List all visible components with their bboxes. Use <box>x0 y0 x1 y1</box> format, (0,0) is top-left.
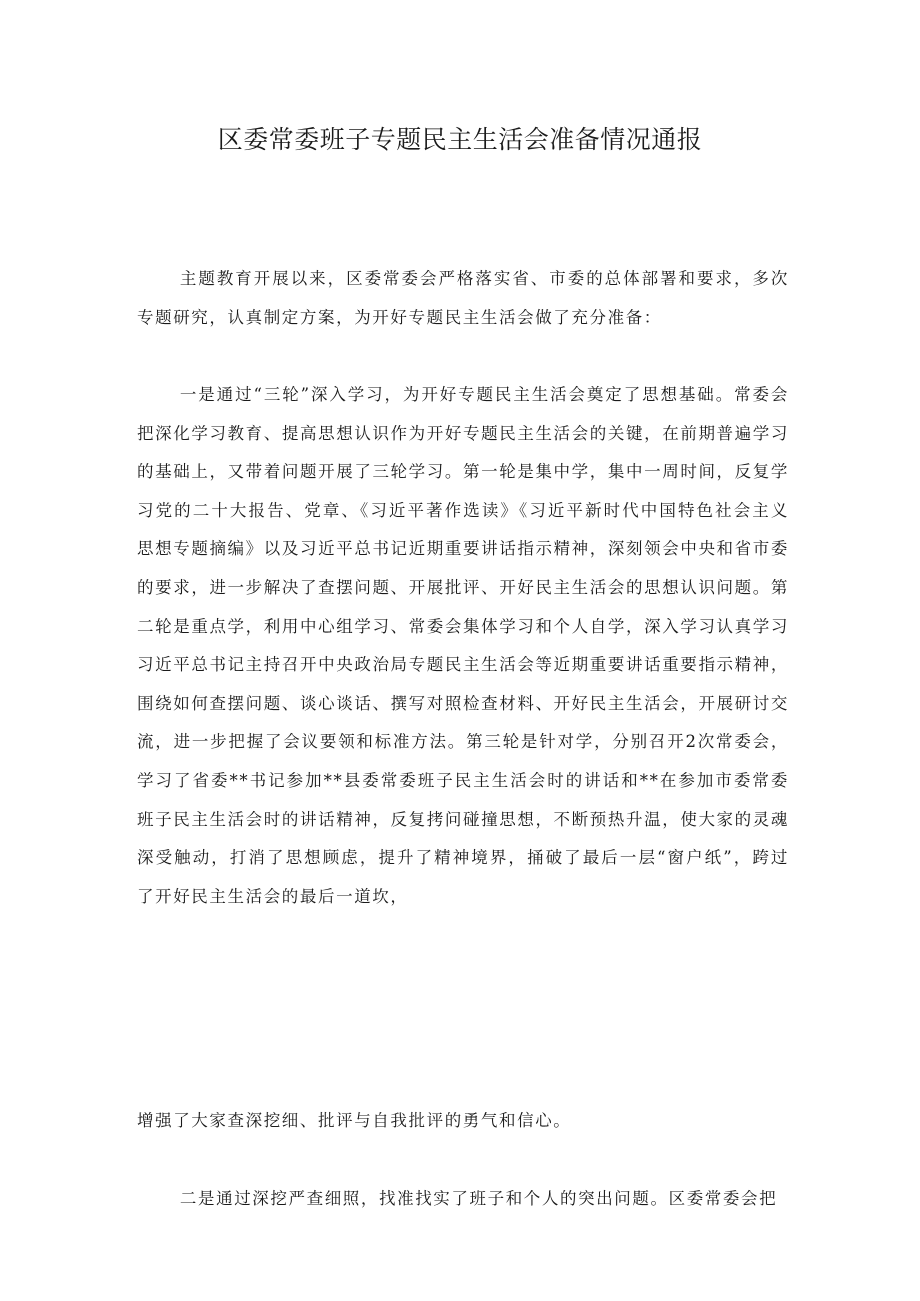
paragraph-first-point: 一是通过“三轮”深入学习，为开好专题民主生活会奠定了思想基础。常委会把深化学习教育、提高思想认识作为开好专题民主生活会的关键，在前期普遍学习的基础上，又带着问题开展了三轮学习。第一轮是集中学，集中一周时间，反复学习党的二十大报告、党章、《习近平著作选读》《习近平新时代中国特色社会主义思想专题摘编》以及习近平总书记近期重要讲话指示精神，深刻领会中央和省市委的要求，进一步解决了查摆问题、开展批评、开好民主生活会的思想认识问题。第二轮是重点学，利用中心组学习、常委会集体学习和个人自学，深入学习认真学习习近平总书记主持召开中央政治局专题民主生活会等近期重要讲话重要指示精神，围绕如何查摆问题、谈心谈话、撰写对照检查材料、开好民主生活会，开展研讨交流，进一步把握了会议要领和标准方法。第三轮是针对学，分别召开2次常委会，学习了省委**书记参加**县委常委班子民主生活会时的讲话和**在参加市委常委班子民主生活会时的讲话精神，反复拷问碰撞思想，不断预热升温，使大家的灵魂深受触动，打消了思想顾虑，提升了精神境界，捅破了最后一层“窗户纸”，跨过了开好民主生活会的最后一道坎， <box>137 385 789 906</box>
paragraph-intro: 主题教育开展以来，区委常委会严格落实省、市委的总体部署和要求，多次专题研究，认真制定方案，为开好专题民主生活会做了充分准备： <box>137 269 789 327</box>
paragraph-second-point: 二是通过深挖严查细照，找准找实了班子和个人的突出问题。区委常委会把 <box>179 1189 778 1208</box>
paragraph-continuation: 增强了大家查深挖细、批评与自我批评的勇气和信心。 <box>137 1111 572 1130</box>
document-title: 区委常委班子专题民主生活会准备情况通报 <box>217 125 703 154</box>
